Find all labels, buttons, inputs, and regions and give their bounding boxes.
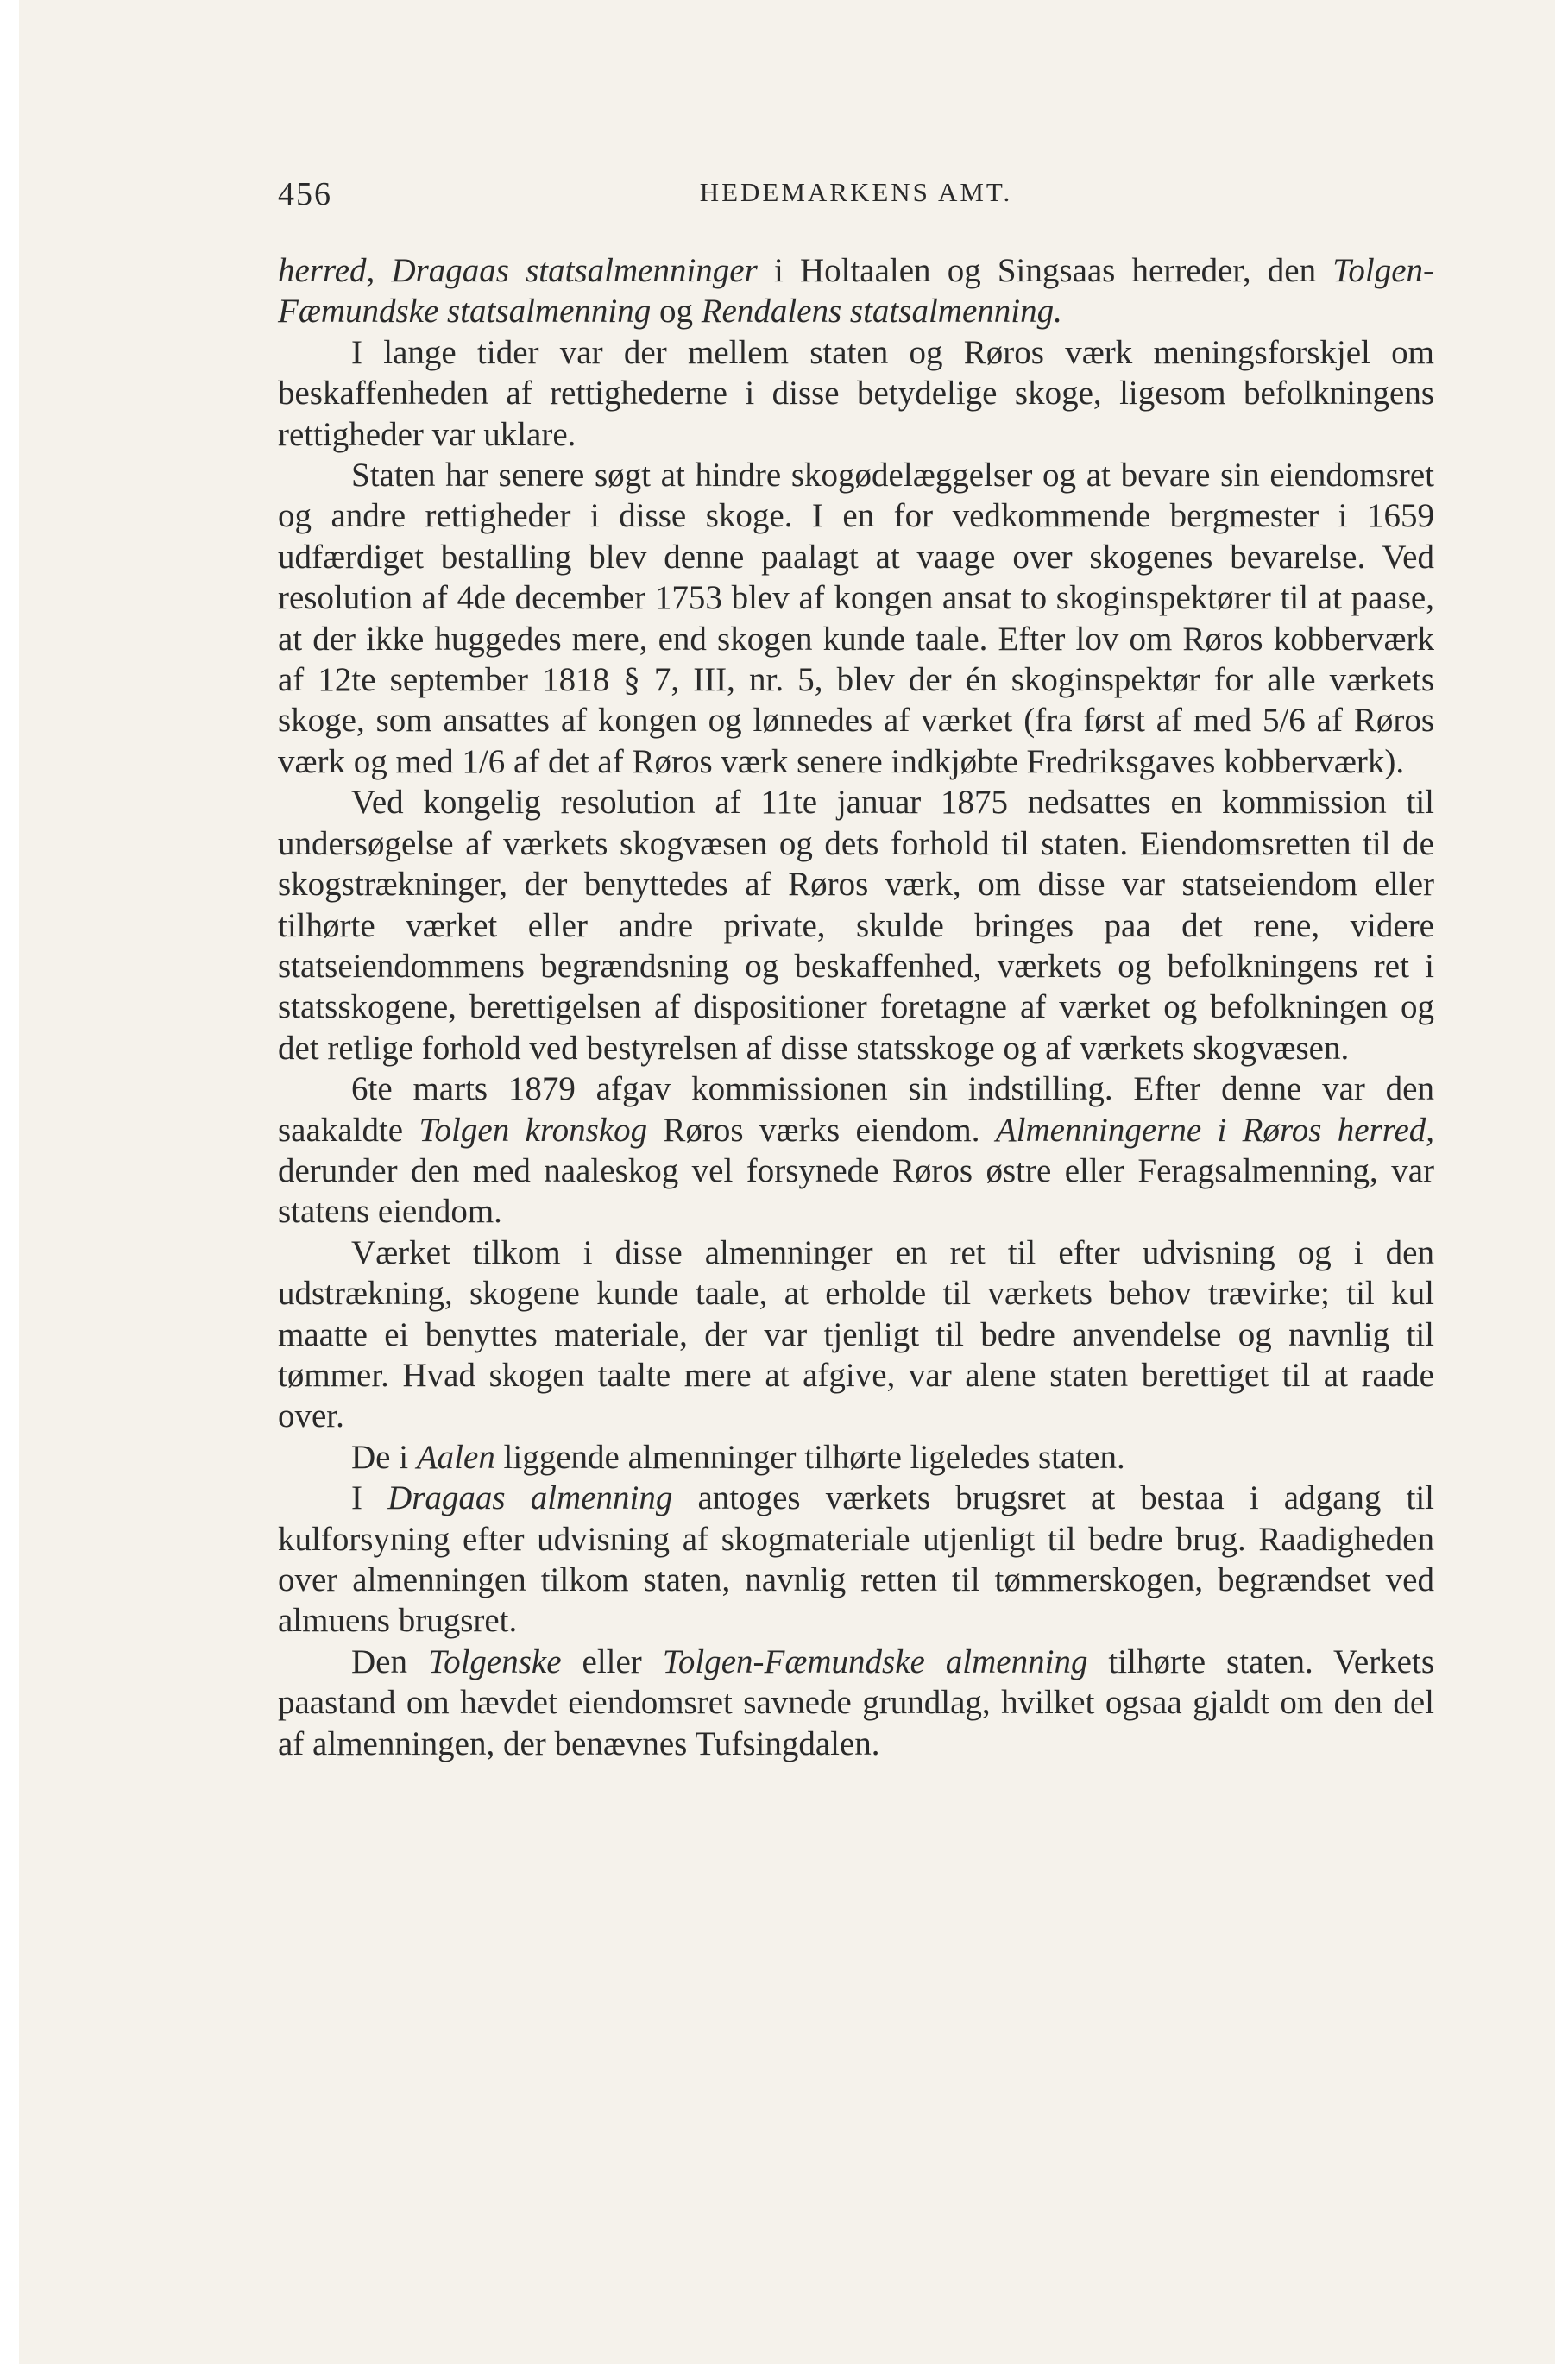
text-run: I bbox=[351, 1479, 388, 1517]
italic-text: Almenningerne i Røros herred, bbox=[995, 1111, 1434, 1149]
body-text bbox=[278, 250, 1434, 1764]
book-page bbox=[19, 0, 1555, 2364]
page-header bbox=[278, 175, 1434, 218]
paragraph bbox=[278, 1437, 1434, 1478]
paragraph bbox=[278, 1478, 1434, 1642]
paragraph bbox=[278, 1069, 1434, 1232]
text-run: derunder den med naaleskog vel forsynede Røros østre eller Feragsalmenning, var statens eiendom. bbox=[278, 1151, 1434, 1231]
text-run: Røros værks eiendom. bbox=[647, 1111, 996, 1149]
text-run: I lange tider var der mellem staten og Røros værk meningsforskjel om beskaffenheden af rettighederne i disse betydelige skoge, ligesom befolkningens rettigheder var uklare. bbox=[278, 333, 1434, 453]
text-run: tilhørte staten. Verkets paastand om hævdet eiendomsret savnede grundlag, hvilket ogsaa gjaldt om den del af almenningen, der benævnes Tufsingdalen. bbox=[278, 1642, 1435, 1762]
italic-text: Rendalens statsalmenning. bbox=[701, 293, 1062, 331]
italic-text: Aalen bbox=[416, 1438, 495, 1476]
paragraph bbox=[278, 332, 1434, 455]
text-run: eller bbox=[561, 1642, 663, 1680]
italic-text: Tolgen-Fæmundske almenning bbox=[662, 1642, 1088, 1680]
text-run: Værket tilkom i disse almenninger en ret til efter udvisning og i den udstrækning, skogene kunde taale, at erholde til værkets behov trævirke; til kul maatte ei benyttes materiale, der var tjenligt til bedre anvendelse og navnlig til tømmer. Hvad skogen taalte mere at afgive, var alene staten berettiget til at raade over. bbox=[278, 1233, 1434, 1435]
paragraph bbox=[278, 782, 1434, 1069]
text-run: og bbox=[651, 293, 702, 331]
text-run: Ved kongelig resolution af 11te januar 1875 nedsattes en kommission til undersøgelse af værkets skogvæsen og dets forhold til staten. Eiendomsretten til de skogstrækninger, der benyttedes af Røros værk, om disse var statseiendom eller tilhørte værket eller andre private, skulde bringes paa det rene, videre statseiendommens begrændsning og beskaffenhed, værkets og befolkningens ret i statsskogene, berettigelsen af dispositioner foretagne af værket og befolkningen og det retlige forhold ved bestyrelsen af disse statsskoge og af værkets skogvæsen. bbox=[278, 784, 1434, 1067]
paragraph bbox=[278, 1232, 1434, 1437]
italic-text: Tolgenske bbox=[427, 1642, 562, 1680]
text-run: Den bbox=[351, 1642, 428, 1680]
italic-text: Dragaas almenning bbox=[387, 1479, 673, 1517]
text-run: i Holtaalen og Singsaas herreder, den bbox=[757, 252, 1333, 289]
italic-text: herred, Dragaas statsalmenninger bbox=[278, 252, 758, 289]
text-run: De i bbox=[351, 1438, 417, 1476]
paragraph bbox=[278, 1642, 1434, 1764]
text-run: Staten har senere søgt at hindre skogødelæggelser og at bevare sin eiendomsret og andre rettigheder i disse skoge. I en for vedkommende bergmester i 1659 udfærdiget bestalling blev denne paalagt at vaage over skogenes bevarelse. Ved resolution af 4de december 1753 blev af kongen ansat to skoginspektører til at paase, at der ikke huggedes mere, end skogen kunde taale. Efter lov om Røros kobberværk af 12te september 1818 § 7, III, nr. 5, blev der én skoginspektør for alle værkets skoge, som ansattes af kongen og lønnedes af værket (fra først af med 5/6 af Røros værk og med 1/6 af det af Røros værk senere indkjøbte Fredriksgaves kobberværk). bbox=[278, 457, 1434, 780]
paragraph bbox=[278, 455, 1434, 782]
running-head: HEDEMARKENS AMT. bbox=[699, 177, 1013, 207]
italic-text: Tolgen-Fæmundske statsalmenning bbox=[278, 252, 1434, 331]
paragraph bbox=[278, 250, 1434, 332]
text-run: liggende almenninger tilhørte ligeledes staten. bbox=[494, 1438, 1125, 1476]
page-number: 456 bbox=[278, 176, 332, 212]
text-run: 6te marts 1879 afgav kommissionen sin indstilling. Efter denne var den saakaldte bbox=[278, 1070, 1434, 1149]
text-run: antoges værkets brugsret at bestaa i adgang til kulforsyning efter udvisning af skogmateriale utjenligt til bedre brug. Raadigheden over almenningen tilkom staten, navnlig retten til tømmerskogen, begrændset ved almuens brugsret. bbox=[278, 1479, 1434, 1640]
italic-text: Tolgen kronskog bbox=[419, 1111, 648, 1149]
